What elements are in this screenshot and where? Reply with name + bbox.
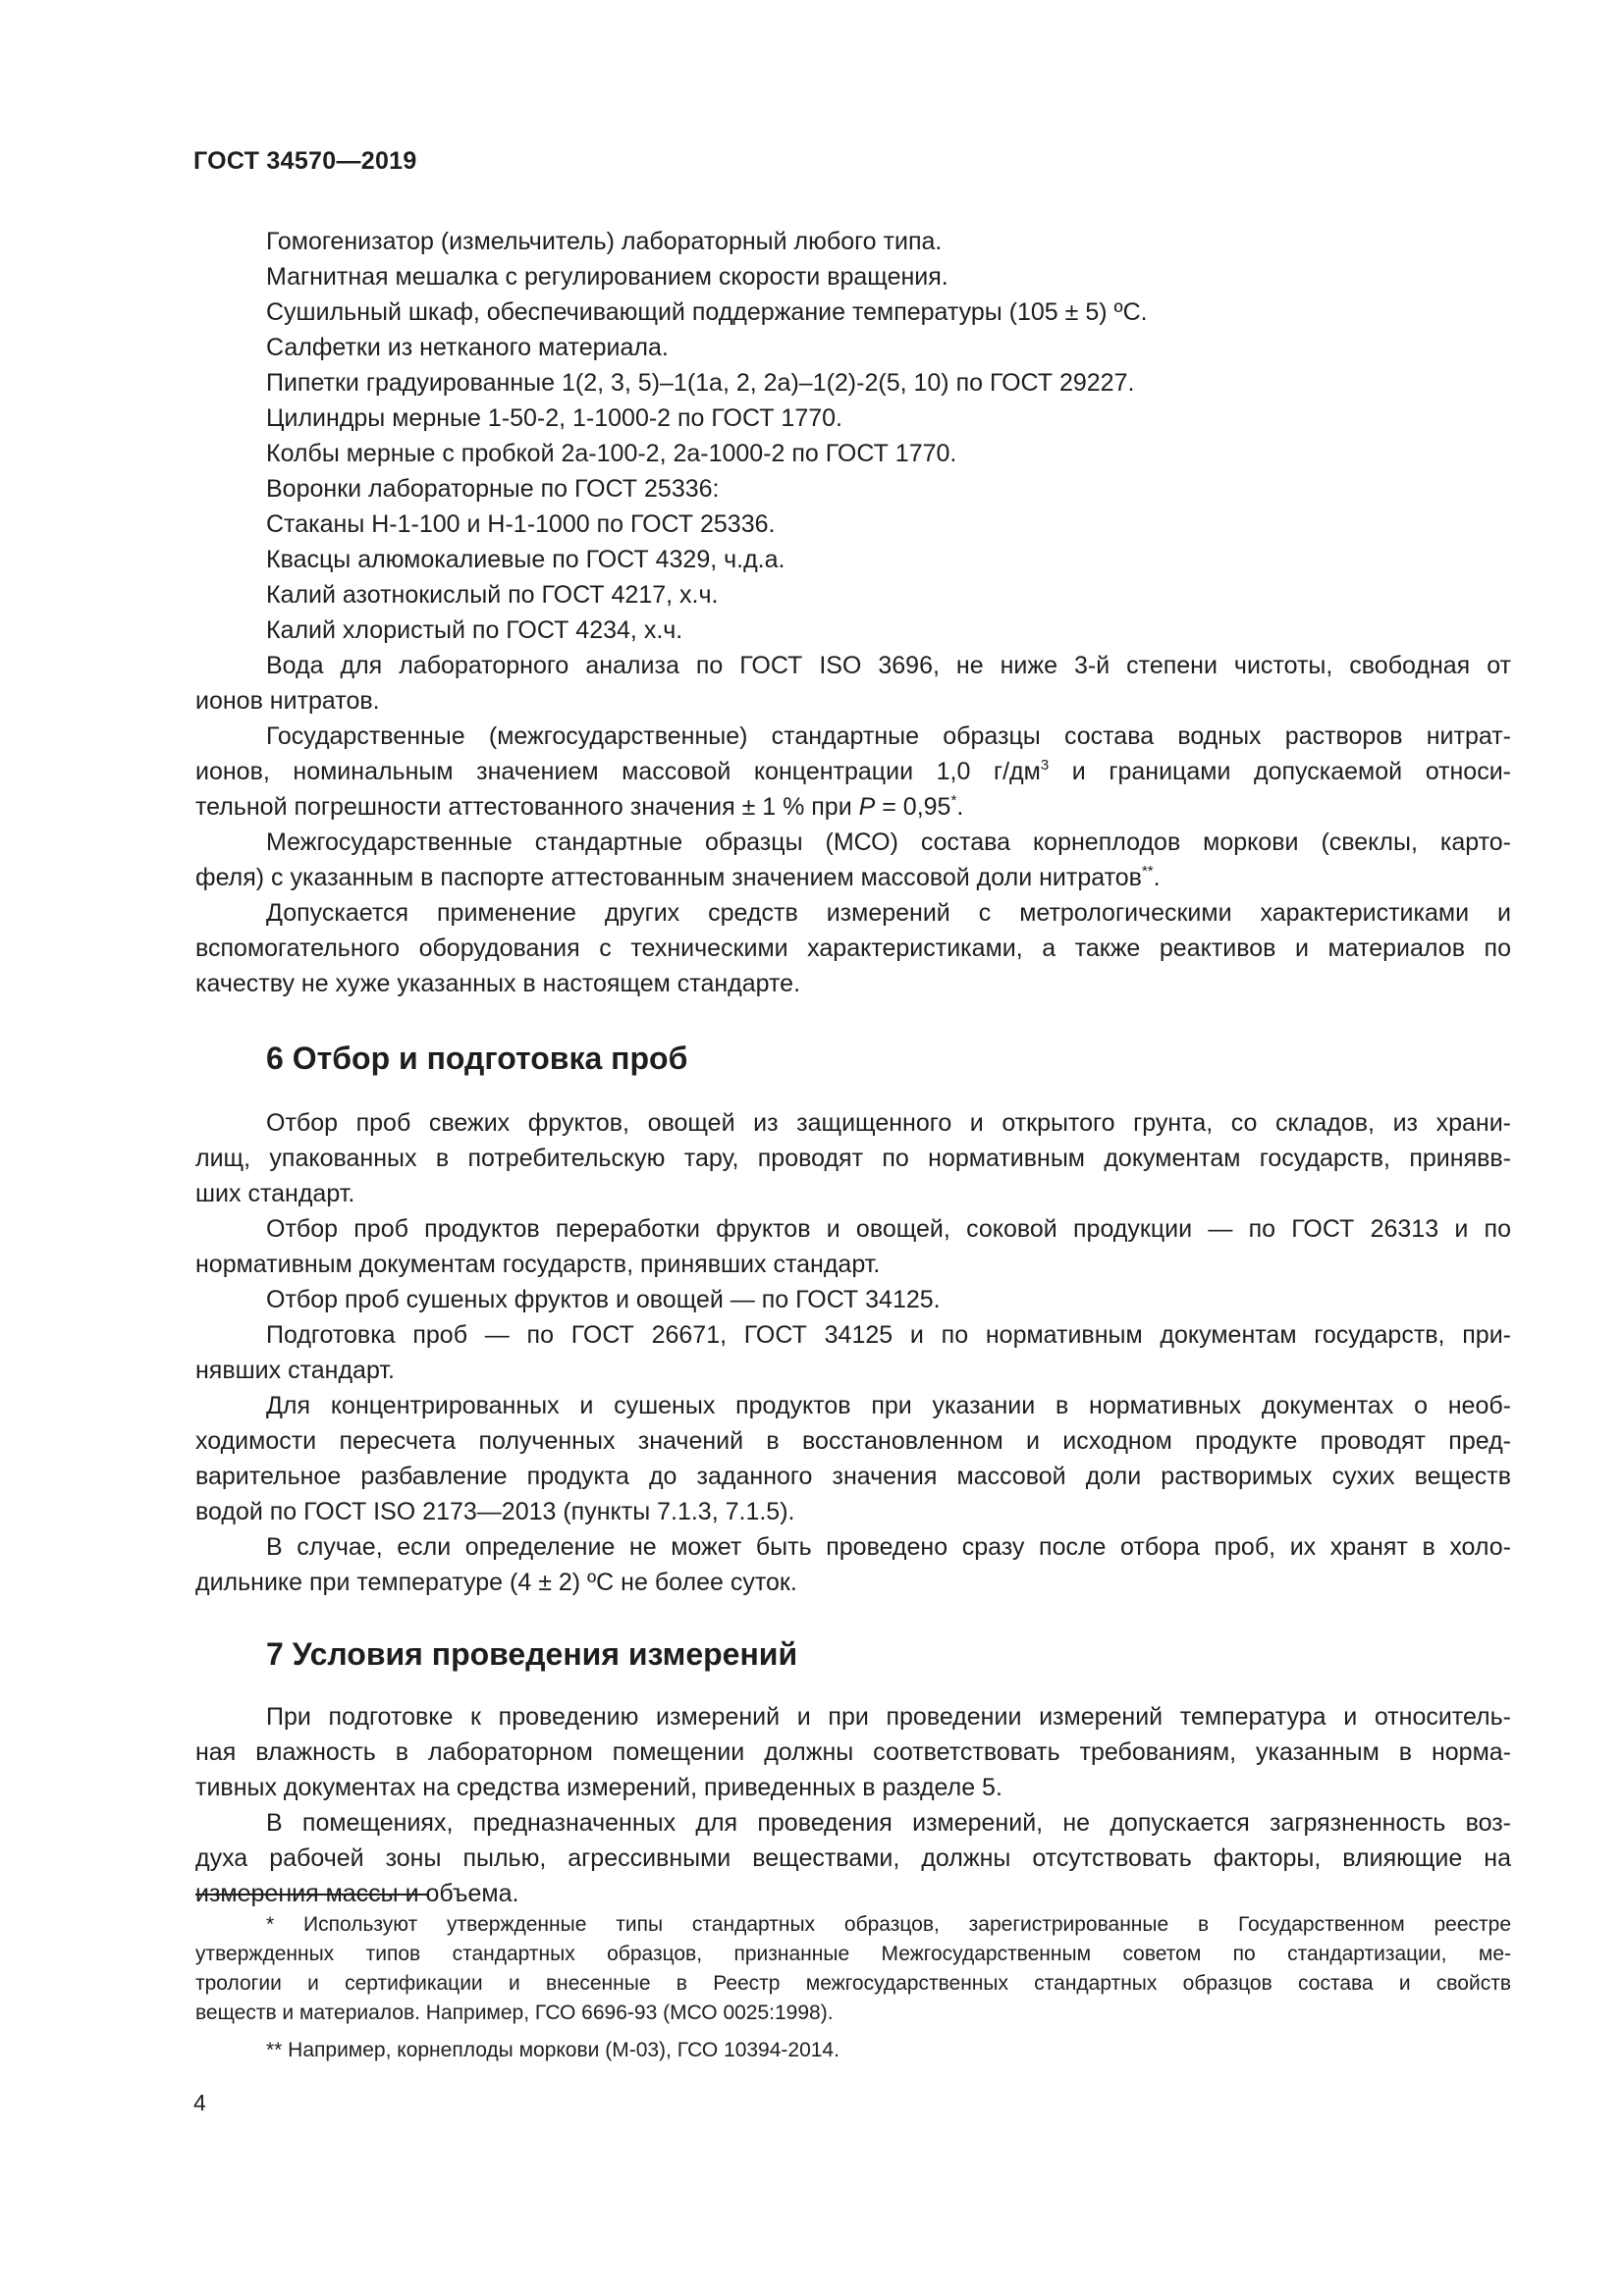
section-7-heading: 7 Условия проведения измерений: [266, 1636, 798, 1672]
document-header: ГОСТ 34570—2019: [193, 147, 417, 175]
s6-p3: Отбор проб сушеных фруктов и овощей — по ГОСТ 34125.: [266, 1286, 941, 1313]
equipment-homogenizer: Гомогенизатор (измельчитель) лабораторный любого типа.: [266, 228, 943, 255]
s7-p2-line-3: измерения массы и объема.: [195, 1880, 519, 1907]
s6-p2-line-1: Отбор проб продуктов переработки фруктов и овощей, соковой продукции — по ГОСТ 26313 и по: [266, 1215, 1511, 1243]
s6-p5-line-4: водой по ГОСТ ISO 2173—2013 (пункты 7.1.3, 7.1.5).: [195, 1498, 795, 1525]
equipment-cylinders: Цилиндры мерные 1-50-2, 1-1000-2 по ГОСТ 1770.: [266, 404, 842, 432]
equipment-pipettes: Пипетки градуированные 1(2, 3, 5)–1(1а, 2, 2а)–1(2)-2(5, 10) по ГОСТ 29227.: [266, 369, 1135, 397]
footnote-2: ** Например, корнеплоды моркови (М-03), ГСО 10394-2014.: [266, 2039, 839, 2061]
s7-p2-line-1: В помещениях, предназначенных для проведения измерений, не допускается загрязненность воз-: [266, 1809, 1511, 1837]
footnote-ref-2[interactable]: **: [1141, 863, 1154, 880]
section-6-heading: 6 Отбор и подготовка проб: [266, 1041, 688, 1076]
mso-line-2-end: .: [1153, 864, 1161, 891]
s6-p6-line-2: дильнике при температуре (4 ± 2) ºС не более суток.: [195, 1569, 797, 1596]
s6-p5-line-1: Для концентрированных и сушеных продуктов при указании в нормативных документах о необ-: [266, 1392, 1511, 1419]
footnote-1-line-4: веществ и материалов. Например, ГСО 6696-93 (МСО 0025:1998).: [195, 2002, 834, 2024]
gso-line-2: [195, 754, 1511, 789]
footnotes: [195, 1910, 1511, 2065]
footnote-1-line-2: утвержденных типов стандартных образцов, признанные Межгосударственным советом по стандартизации, ме-: [195, 1943, 1511, 1965]
equipment-stirrer: Магнитная мешалка с регулированием скорости вращения.: [266, 263, 948, 291]
s7-p1-line-2: ная влажность в лабораторном помещении должны соответствовать требованиям, указанным в норма-: [195, 1738, 1511, 1766]
s6-p4-line-1: Подготовка проб — по ГОСТ 26671, ГОСТ 34125 и по нормативным документам государств, при-: [266, 1321, 1511, 1349]
s6-p6-line-1: В случае, если определение не может быть проведено сразу после отбора проб, их хранят в холо-: [266, 1533, 1511, 1561]
mso-line-2: [195, 860, 1511, 895]
water-line-2: ионов нитратов.: [195, 687, 380, 715]
gso-unit-exponent: 3: [1040, 757, 1050, 774]
equipment-oven: Сушильный шкаф, обеспечивающий поддержание температуры (105 ± 5) ºС.: [266, 298, 1148, 326]
s6-p1-line-3: ших стандарт.: [195, 1180, 355, 1207]
s6-p1-line-1: Отбор проб свежих фруктов, овощей из защищенного и открытого грунта, со складов, из храни-: [266, 1109, 1511, 1137]
allowance-line-2: вспомогательного оборудования с техническими характеристиками, а также реактивов и материалов по: [195, 934, 1511, 962]
footnote-1-line-1: * Используют утвержденные типы стандартных образцов, зарегистрированные в Государственном реестре: [266, 1913, 1511, 1936]
gso-line-3: [195, 789, 1511, 825]
s7-p1-line-3: тивных документах на средства измерений, приведенных в разделе 5.: [195, 1774, 1002, 1801]
gso-line-3-end: .: [956, 793, 964, 821]
document-body: [195, 224, 1511, 1911]
reagent-alum: Квасцы алюмокалиевые по ГОСТ 4329, ч.д.а.: [266, 546, 785, 573]
water-line-1: Вода для лабораторного анализа по ГОСТ ISO 3696, не ниже 3-й степени чистоты, свободная от: [266, 652, 1511, 679]
allowance-line-3: качеству не хуже указанных в настоящем стандарте.: [195, 970, 801, 997]
footnote-1-line-3: трологии и сертификации и внесенные в Реестр межгосударственных стандартных образцов состава и свойств: [195, 1972, 1511, 1995]
s6-p2-line-2: нормативным документам государств, принявших стандарт.: [195, 1251, 881, 1278]
mso-line-1: Межгосударственные стандартные образцы (МСО) состава корнеплодов моркови (свеклы, карто-: [266, 828, 1511, 856]
footnote-ref-1[interactable]: *: [950, 792, 957, 809]
s6-p5-line-3: варительное разбавление продукта до заданного значения массовой доли растворимых сухих веществ: [195, 1463, 1511, 1490]
reagent-potassium-nitrate: Калий азотнокислый по ГОСТ 4217, х.ч.: [266, 581, 719, 609]
equipment-beakers: Стаканы Н-1-100 и Н-1-1000 по ГОСТ 25336.: [266, 510, 776, 538]
gso-line-3-text: тельной погрешности аттестованного значения ± 1 % при: [195, 793, 859, 821]
gso-line-2-tail: и границами допускаемой относи-: [1049, 758, 1511, 785]
s6-p1-line-2: лищ, упакованных в потребительскую тару, проводят по нормативным документам государств, принявв-: [195, 1145, 1511, 1172]
s6-p4-line-2: нявших стандарт.: [195, 1357, 395, 1384]
allowance-line-1: Допускается применение других средств измерений с метрологическими характеристиками и: [266, 899, 1511, 927]
s7-p1-line-1: При подготовке к проведению измерений и при проведении измерений температура и относитель-: [266, 1703, 1511, 1731]
gso-line-1: Государственные (межгосударственные) стандартные образцы состава водных растворов нитрат-: [266, 722, 1511, 750]
equipment-wipes: Салфетки из нетканого материала.: [266, 334, 669, 361]
gso-probability-value: = 0,95: [875, 793, 951, 821]
footnote-separator: [195, 1894, 429, 1896]
page-number: 4: [193, 2090, 206, 2115]
equipment-funnels: Воронки лабораторные по ГОСТ 25336:: [266, 475, 720, 503]
gso-probability-symbol: Р: [858, 793, 876, 821]
mso-line-2-text: феля) с указанным в паспорте аттестованным значением массовой доли нитратов: [195, 864, 1142, 891]
s6-p5-line-2: ходимости пересчета полученных значений в восстановленном и исходном продукте проводят пред-: [195, 1427, 1511, 1455]
equipment-flasks: Колбы мерные с пробкой 2а-100-2, 2а-1000-2 по ГОСТ 1770.: [266, 440, 957, 467]
reagent-potassium-chloride: Калий хлористый по ГОСТ 4234, х.ч.: [266, 616, 683, 644]
gso-line-2-text: ионов, номинальным значением массовой концентрации 1,0 г/дм: [195, 758, 1041, 785]
s7-p2-line-2: духа рабочей зоны пылью, агрессивными веществами, должны отсутствовать факторы, влияющие на: [195, 1844, 1511, 1872]
